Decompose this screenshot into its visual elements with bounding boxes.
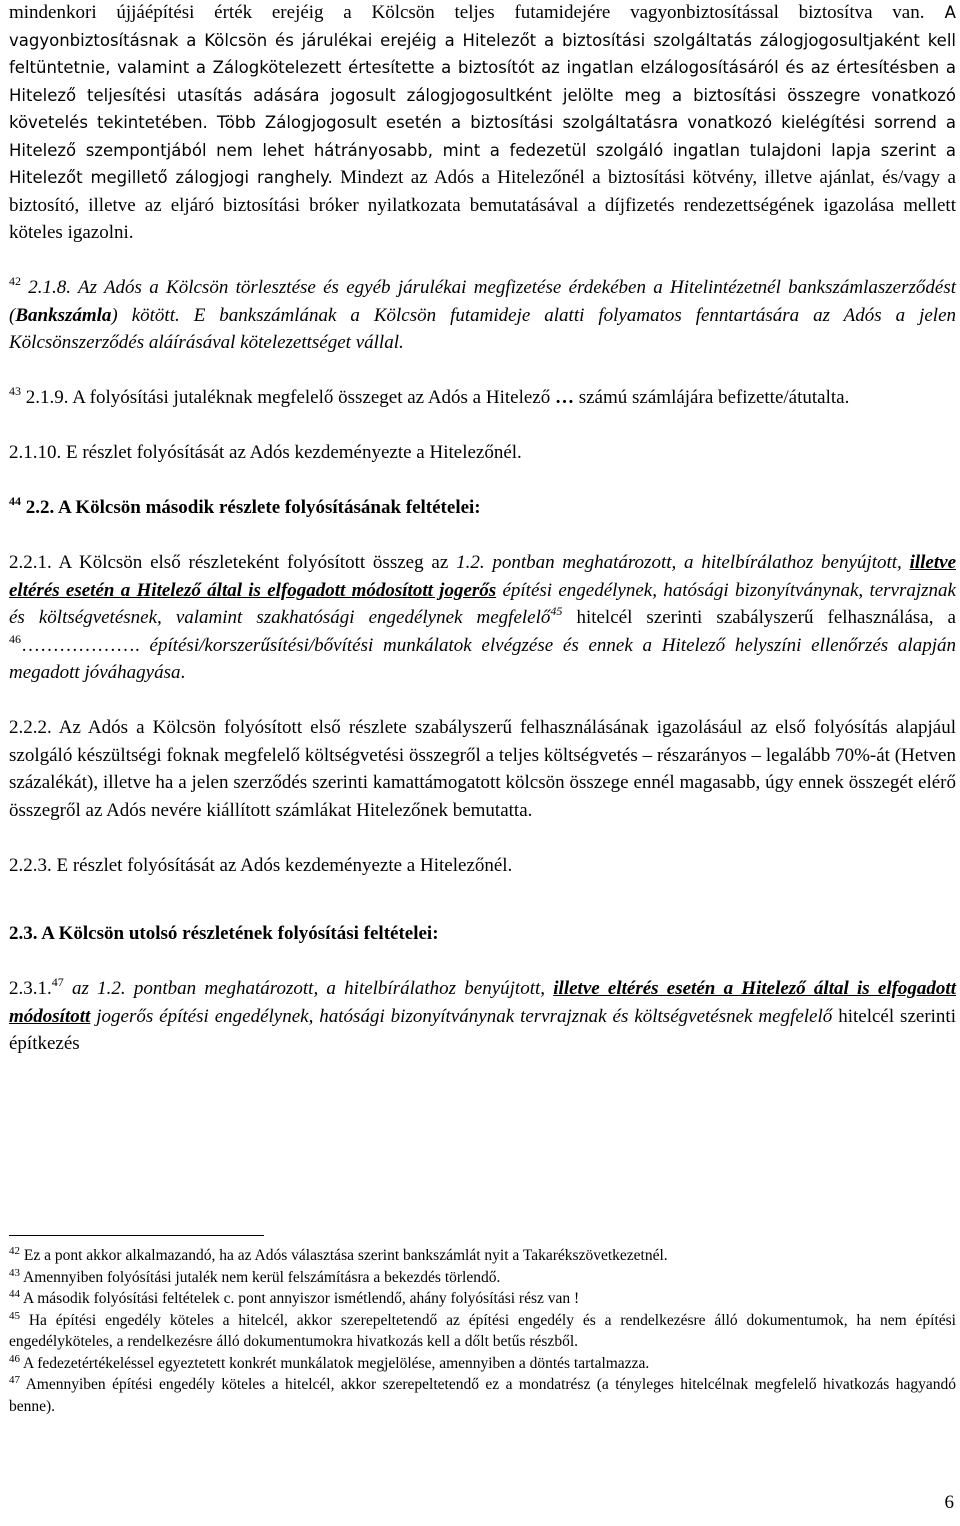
footnote-number: 45	[9, 1309, 20, 1322]
text-run: 2.1.9. A folyósítási jutaléknak megfelelő összeget az Adós a Hitelező	[21, 387, 555, 408]
paragraph-2-2-2: 2.2.2. Az Adós a Kölcsön folyósított első részlete szabályszerű felhasználásának igazolásául az első folyósítás alapjául szolgáló készültségi foknak megfelelő költségvetési összegről a teljes költségvetés – részarányos – legalább 70%-át (Hetven százalékát), illetve ha a jelen szerződés szerinti kamattámogatott kölcsön összege ennél magasabb, úgy ennek összegét elérő összegről az Adós nevére kiállított számlákat Hitelezőnek bemutatta.	[9, 717, 956, 821]
text-run: hitelcél szerinti építkezés	[9, 1005, 956, 1054]
page-number: 6	[944, 1492, 954, 1513]
footnote-text: Ha építési engedély köteles a hitelcél, akkor szerepeltetendő az építési engedély és a rendelkezésre álló dokumentumok, ha nem építési engedélyköteles, a rendelkezésre álló dokumentumokra hivatkozás kell a dőlt betűs részből.	[9, 1311, 956, 1350]
paragraph-2-1-9	[9, 384, 956, 412]
text-run: Mindezt az Adós a Hitelezőnél a biztosítási kötvény, illetve ajánlat, és/vagy a biztosító, illetve az eljáró biztosítási bróker nyilatkozata bemutatásával a díjfizetés rendezettségének igazolása mellett köteles igazolni.	[9, 167, 956, 243]
footnote-text: A fedezetértékeléssel egyeztetett konkrét munkálatok megjelölése, amennyiben a döntés tartalmazza.	[20, 1354, 650, 1372]
footnote-ref: 42	[9, 274, 21, 288]
text-run-bold-underline: illetve eltérés esetén a Hitelező által is elfogadott módosított	[9, 978, 956, 1027]
text-run: A vagyonbiztosításnak a Kölcsön és járulékai erejéig a Hitelezőt a biztosítási szolgáltatás zálogjogosultjaként kell feltüntetnie, valamint a Zálogkötelezett értesítette a biztosítót az ingatlan elzálogosításáról és az értesítésben a Hitelező teljesítési utasítás adására jogosult zálogjogosultként jelölte meg a biztosítási összegre vonatkozó követelés tekintetében. Több Zálogjogosult esetén a biztosítási szolgáltatásra vonatkozó kielégítési sorrend a Hitelező szempontjából nem lehet hátrányosabb, mint a fedezetül szolgáló ingatlan tulajdoni lapja szerint a Hitelezőt megillető zálogjogi ranghely.	[9, 3, 956, 187]
footnote	[9, 1245, 956, 1267]
text-run-bold: …	[554, 387, 574, 408]
text-run-bold: Bankszámla	[15, 304, 112, 326]
footnote-ref: 45	[550, 604, 563, 618]
footnote-text: Amennyiben építési engedély köteles a hitelcél, akkor szerepeltetendő ez a mondatrész (a tényleges hitelcélnak megfelelő hivatkozás hagyandó benne).	[9, 1376, 956, 1415]
footnote	[9, 1288, 956, 1310]
text-run: 2.1.8. Az Adós a Kölcsön törlesztése és egyéb járulékai megfizetése érdekében a Hitelintézetnél bankszámlaszerződést (	[9, 277, 956, 326]
text-run: ……………….	[21, 634, 140, 656]
paragraph-insurance	[9, 0, 956, 247]
text-run: 2.3.1.	[9, 978, 52, 999]
paragraph-2-2-3: 2.2.3. E részlet folyósítását az Adós kezdeményezte a Hitelezőnél.	[9, 854, 513, 876]
footnote-ref: 44	[9, 494, 21, 508]
paragraph-2-1-8	[9, 274, 956, 357]
footnote-ref: 47	[51, 975, 64, 989]
footnotes	[9, 1245, 956, 1417]
footnote	[9, 1267, 956, 1289]
text-run: jogerős építési engedélynek, hatósági bizonyítványnak tervrajznak és költségvetésnek megfelelő	[90, 1005, 833, 1027]
text-run: mindenkori újjáépítési érték erejéig a Kölcsön teljes futamidejére vagyonbiztosítással biztosítva van.	[9, 2, 925, 23]
footnote-text: A második folyósítási feltételek c. pont annyiszor ismétlendő, ahány folyósítási rész van !	[20, 1290, 580, 1307]
heading-text: 2.2. A Kölcsön második részlete folyósításának feltételei:	[21, 497, 481, 518]
footnote-text: Ez a pont akkor alkalmazandó, ha az Adós választása szerint bankszámlát nyit a Takarékszövetkezetnél.	[20, 1247, 668, 1264]
footnote-number: 46	[9, 1352, 20, 1365]
text-run: 1.2. pontban meghatározott, a hitelbírálathoz benyújtott,	[456, 552, 910, 573]
main-body	[9, 0, 956, 1058]
footnote-divider	[9, 1235, 264, 1236]
heading-2-3	[9, 920, 956, 948]
text-run: ) kötött. E bankszámlának a Kölcsön futamideje alatti folyamatos fenntartására az Adós a jelen Kölcsönszerződés aláírásával kötelezettséget vállal.	[9, 304, 956, 353]
paragraph-2-1-10: 2.1.10. E részlet folyósítását az Adós kezdeményezte a Hitelezőnél.	[9, 442, 522, 463]
text-run: számú számlájára befizette/átutalta.	[573, 387, 850, 408]
heading-text: 2.3. A Kölcsön utolsó részletének folyósítási feltételei:	[9, 923, 439, 944]
footnote-text: Amennyiben folyósítási jutalék nem kerül felszámításra a bekezdés törlendő.	[20, 1268, 501, 1286]
heading-2-2	[9, 494, 956, 522]
footnote-number: 47	[9, 1374, 20, 1386]
text-run: hitelcél szerinti szabályszerű felhasználása, a	[562, 607, 956, 628]
paragraph-2-2-1	[9, 549, 956, 687]
footnote	[9, 1374, 956, 1417]
paragraph-2-3-1	[9, 975, 956, 1058]
text-run: .	[180, 662, 186, 683]
text-run-bold-underline: illetve eltérés esetén a Hitelező által is elfogadott módosított jogerős	[9, 552, 957, 601]
footnote-number: 42	[9, 1245, 20, 1257]
text-run: 2.2.1. A Kölcsön első részleteként folyósított összeg az	[9, 552, 457, 573]
footnote-ref: 46	[9, 631, 21, 646]
footnote-number: 43	[9, 1266, 20, 1279]
text-run: építési engedélynek, hatósági bizonyítványnak, tervrajznak és költségvetésnek, valamint szakhatósági engedélynek megfelelő	[9, 579, 956, 628]
footnote	[9, 1353, 956, 1375]
text-run: építési/korszerűsítési/bővítési munkálatok elvégzése és ennek a Hitelező helyszíni ellenőrzés alapján megadott jóváhagyása	[9, 634, 956, 683]
footnote-ref: 43	[9, 384, 21, 398]
text-run: az 1.2. pontban meghatározott, a hitelbírálathoz benyújtott,	[63, 978, 554, 999]
footnote	[9, 1310, 956, 1353]
footnote-number: 44	[9, 1288, 20, 1300]
